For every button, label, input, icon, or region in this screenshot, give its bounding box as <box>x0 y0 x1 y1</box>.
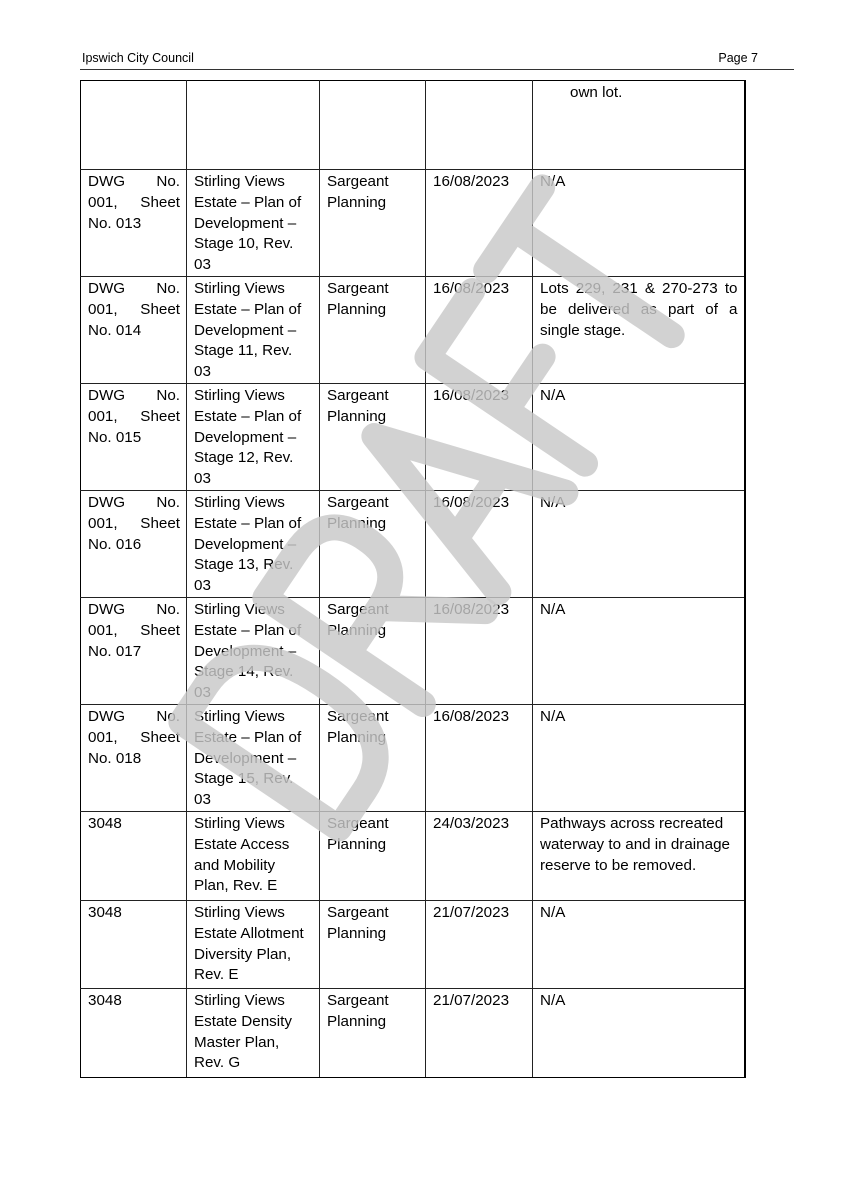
date-cell: 16/08/2023 <box>426 704 533 811</box>
page-number: Page 7 <box>718 51 758 65</box>
ref-line: No. 014 <box>88 321 142 339</box>
title-cell: Stirling Views Estate Access and Mobility Plan, Rev. E <box>187 811 320 900</box>
author-cell: Sargeant Planning <box>320 900 426 988</box>
title-cell: Stirling Views Estate Allotment Diversity Plan, Rev. E <box>187 900 320 988</box>
header-org-name: Ipswich City Council <box>82 51 194 65</box>
title-cell: Stirling Views Estate – Plan of Development – Stage 13, Rev. 03 <box>187 490 320 597</box>
header-rule <box>80 69 794 70</box>
author-cell: Sargeant Planning <box>320 811 426 900</box>
comment-cell: N/A <box>533 490 745 597</box>
comment-cell: N/A <box>533 170 745 277</box>
date-cell: 16/08/2023 <box>426 170 533 277</box>
title-cell: Stirling Views Estate – Plan of Development – Stage 12, Rev. 03 <box>187 383 320 490</box>
table-row <box>81 811 745 900</box>
date-cell: 21/07/2023 <box>426 988 533 1077</box>
comment-cell: Pathways across recreated waterway to and in drainage reserve to be removed. <box>533 811 745 900</box>
date-cell: 16/08/2023 <box>426 490 533 597</box>
author-cell: Sargeant Planning <box>320 170 426 277</box>
ref-cell <box>81 900 187 988</box>
ref-cell <box>81 811 187 900</box>
comment-cell: N/A <box>533 704 745 811</box>
ref-line: 001, Sheet <box>88 407 180 425</box>
comment-cell: N/A <box>533 383 745 490</box>
table-row <box>81 490 745 597</box>
date-cell: 16/08/2023 <box>426 383 533 490</box>
date-cell <box>426 81 533 170</box>
ref-line: DWG No. <box>88 493 180 511</box>
ref-line: 3048 <box>88 814 122 832</box>
title-cell: Stirling Views Estate – Plan of Development – Stage 14, Rev. 03 <box>187 597 320 704</box>
table-row <box>81 988 745 1077</box>
author-cell: Sargeant Planning <box>320 988 426 1077</box>
table-row <box>81 704 745 811</box>
date-cell: 21/07/2023 <box>426 900 533 988</box>
comment-cell: N/A <box>533 900 745 988</box>
ref-cell <box>81 597 187 704</box>
comment-cell: Lots 229, 231 & 270-273 to be delivered as part of a single stage. <box>533 276 745 383</box>
ref-cell <box>81 81 187 170</box>
plans-table <box>80 80 746 1078</box>
comment-cell: N/A <box>533 597 745 704</box>
table-row-continued <box>81 81 745 170</box>
page-header <box>82 51 794 69</box>
ref-cell <box>81 704 187 811</box>
title-cell: Stirling Views Estate – Plan of Development – Stage 15, Rev. 03 <box>187 704 320 811</box>
ref-line: 3048 <box>88 903 122 921</box>
title-cell: Stirling Views Estate – Plan of Development – Stage 10, Rev. 03 <box>187 170 320 277</box>
date-cell: 24/03/2023 <box>426 811 533 900</box>
ref-cell <box>81 170 187 277</box>
ref-cell <box>81 383 187 490</box>
table-row <box>81 383 745 490</box>
plans-table-body <box>81 81 745 1078</box>
ref-line: 3048 <box>88 991 122 1009</box>
author-cell: Sargeant Planning <box>320 490 426 597</box>
ref-line: 001, Sheet <box>88 193 180 211</box>
ref-line: No. 015 <box>88 428 142 446</box>
comment-cell: N/A <box>533 988 745 1077</box>
author-cell: Sargeant Planning <box>320 276 426 383</box>
ref-line: No. 013 <box>88 214 142 232</box>
ref-line: DWG No. <box>88 386 180 404</box>
ref-line: 001, Sheet <box>88 621 180 639</box>
author-cell: Sargeant Planning <box>320 704 426 811</box>
ref-line: DWG No. <box>88 173 180 190</box>
title-cell: Stirling Views Estate – Plan of Development – Stage 11, Rev. 03 <box>187 276 320 383</box>
author-cell: Sargeant Planning <box>320 383 426 490</box>
ref-line: DWG No. <box>88 279 180 297</box>
ref-line: No. 017 <box>88 642 142 660</box>
ref-cell <box>81 276 187 383</box>
title-cell <box>187 81 320 170</box>
ref-line: No. 016 <box>88 535 142 553</box>
ref-cell <box>81 490 187 597</box>
ref-line: DWG No. <box>88 707 180 725</box>
ref-line: No. 018 <box>88 749 142 767</box>
ref-line: DWG No. <box>88 600 180 618</box>
comment-cell <box>533 81 745 170</box>
table-row <box>81 597 745 704</box>
date-cell: 16/08/2023 <box>426 597 533 704</box>
comment-text: own lot. <box>570 84 623 101</box>
table-row <box>81 170 745 277</box>
author-cell <box>320 81 426 170</box>
table-row <box>81 900 745 988</box>
date-cell: 16/08/2023 <box>426 276 533 383</box>
table-row <box>81 276 745 383</box>
title-cell: Stirling Views Estate Density Master Plan, Rev. G <box>187 988 320 1077</box>
author-cell: Sargeant Planning <box>320 597 426 704</box>
ref-line: 001, Sheet <box>88 728 180 746</box>
ref-line: 001, Sheet <box>88 300 180 318</box>
ref-line: 001, Sheet <box>88 514 180 532</box>
ref-cell <box>81 988 187 1077</box>
